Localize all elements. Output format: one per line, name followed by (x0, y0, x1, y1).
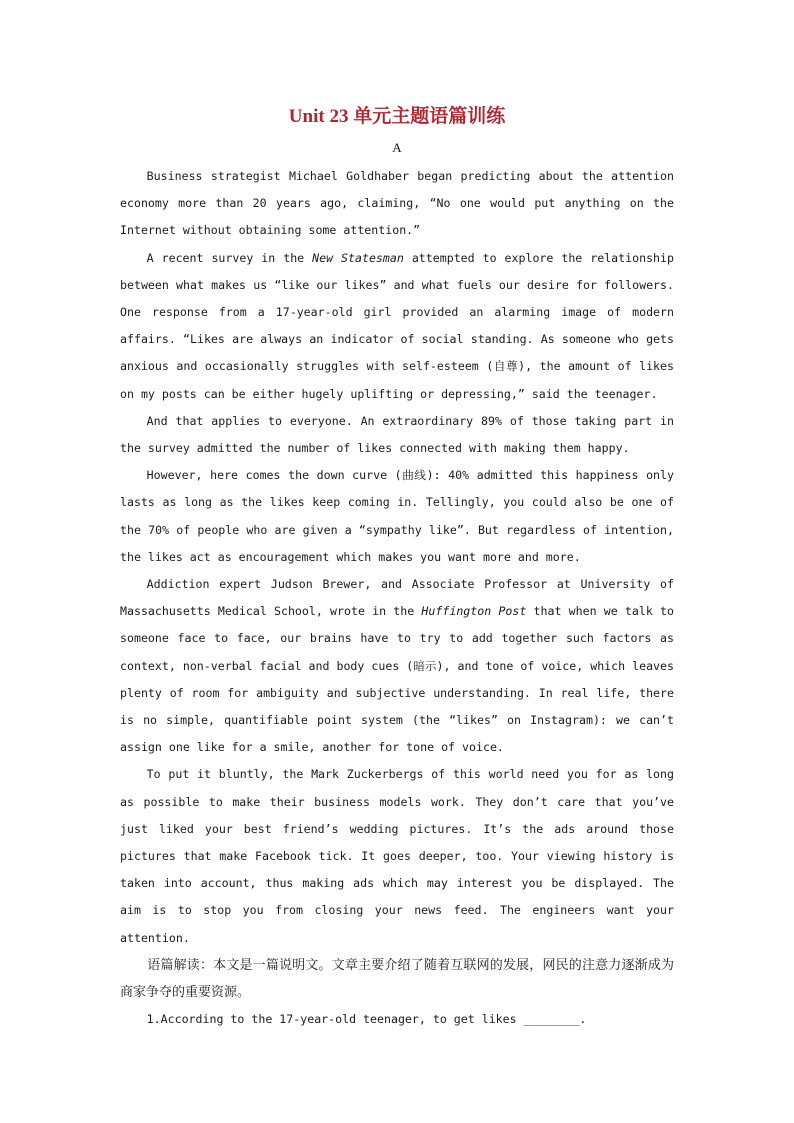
paragraph-1: Business strategist Michael Goldhaber began predicting about the attention economy more than 20 years ago, claiming, “No one would put anything on the Internet without obtaining some attention.” (120, 169, 674, 238)
page-title: Unit 23 单元主题语篇训练 (288, 106, 506, 127)
publication-new-statesman: New Statesman (312, 250, 404, 265)
paragraph-5 (120, 571, 674, 761)
paragraph-4: However, here comes the down curve (曲线): 40% admitted this happiness only lasts as long as the likes keep coming in. Tellingly, you could also be one of the 70% of people who are given a “sympathy like”. But regardless of intention, the likes act as encouragement which makes you want more and more. (120, 468, 674, 564)
question-1: 1.According to the 17-year-old teenager, to get likes ________. (146, 1011, 587, 1026)
paragraph-2-text-b: attempted to explore the relationship between what makes us “like our likes” and what fuels our desire for followers. One response from a 17-year-old girl provided an alarming image of modern affairs. “Likes are always an indicator of social standing. As someone who gets anxious and occasionally struggles with self-esteem (自尊), the amount of likes on my posts can be either hugely uplifting or depressing,” said the teenager. (120, 250, 675, 401)
paragraph-5-text-b: that when we talk to someone face to face, our brains have to try to add together such factors as context, non-verbal facial and body cues (暗示), and tone of voice, which leaves plenty of room for ambiguity and subjective understanding. In real life, there is no simple, quantifiable point system (the “likes” on Instagram): we can’t assign one like for a smile, another for tone of voice. (120, 604, 674, 755)
paragraph-2-text-a: A recent survey in the (146, 250, 313, 265)
paragraph-2 (120, 245, 674, 408)
publication-huffington-post: Huffington Post (421, 604, 527, 619)
passage-analysis: 语篇解读：本文是一篇说明文。文章主要介绍了随着互联网的发展，网民的注意力逐渐成为商家争夺的重要资源。 (120, 957, 674, 1000)
paragraph-6: To put it bluntly, the Mark Zuckerbergs of this world need you for as long as possible to make their business models work. They don’t care that you’ve just liked your best friend’s wedding pictures. It’s the ads around those pictures that make Facebook tick. It goes deeper, too. Your viewing history is taken into account, thus making ads which may interest you be displayed. The aim is to stop you from closing your news feed. The engineers want your attention. (120, 767, 674, 945)
paragraph-5-text-a: Addiction expert Judson Brewer, and Associate Professor at University of Massachusetts Medical School, wrote in the (120, 577, 674, 619)
section-label: A (392, 140, 402, 155)
paragraph-3: And that applies to everyone. An extraordinary 89% of those taking part in the survey admitted the number of likes connected with making them happy. (120, 413, 674, 456)
